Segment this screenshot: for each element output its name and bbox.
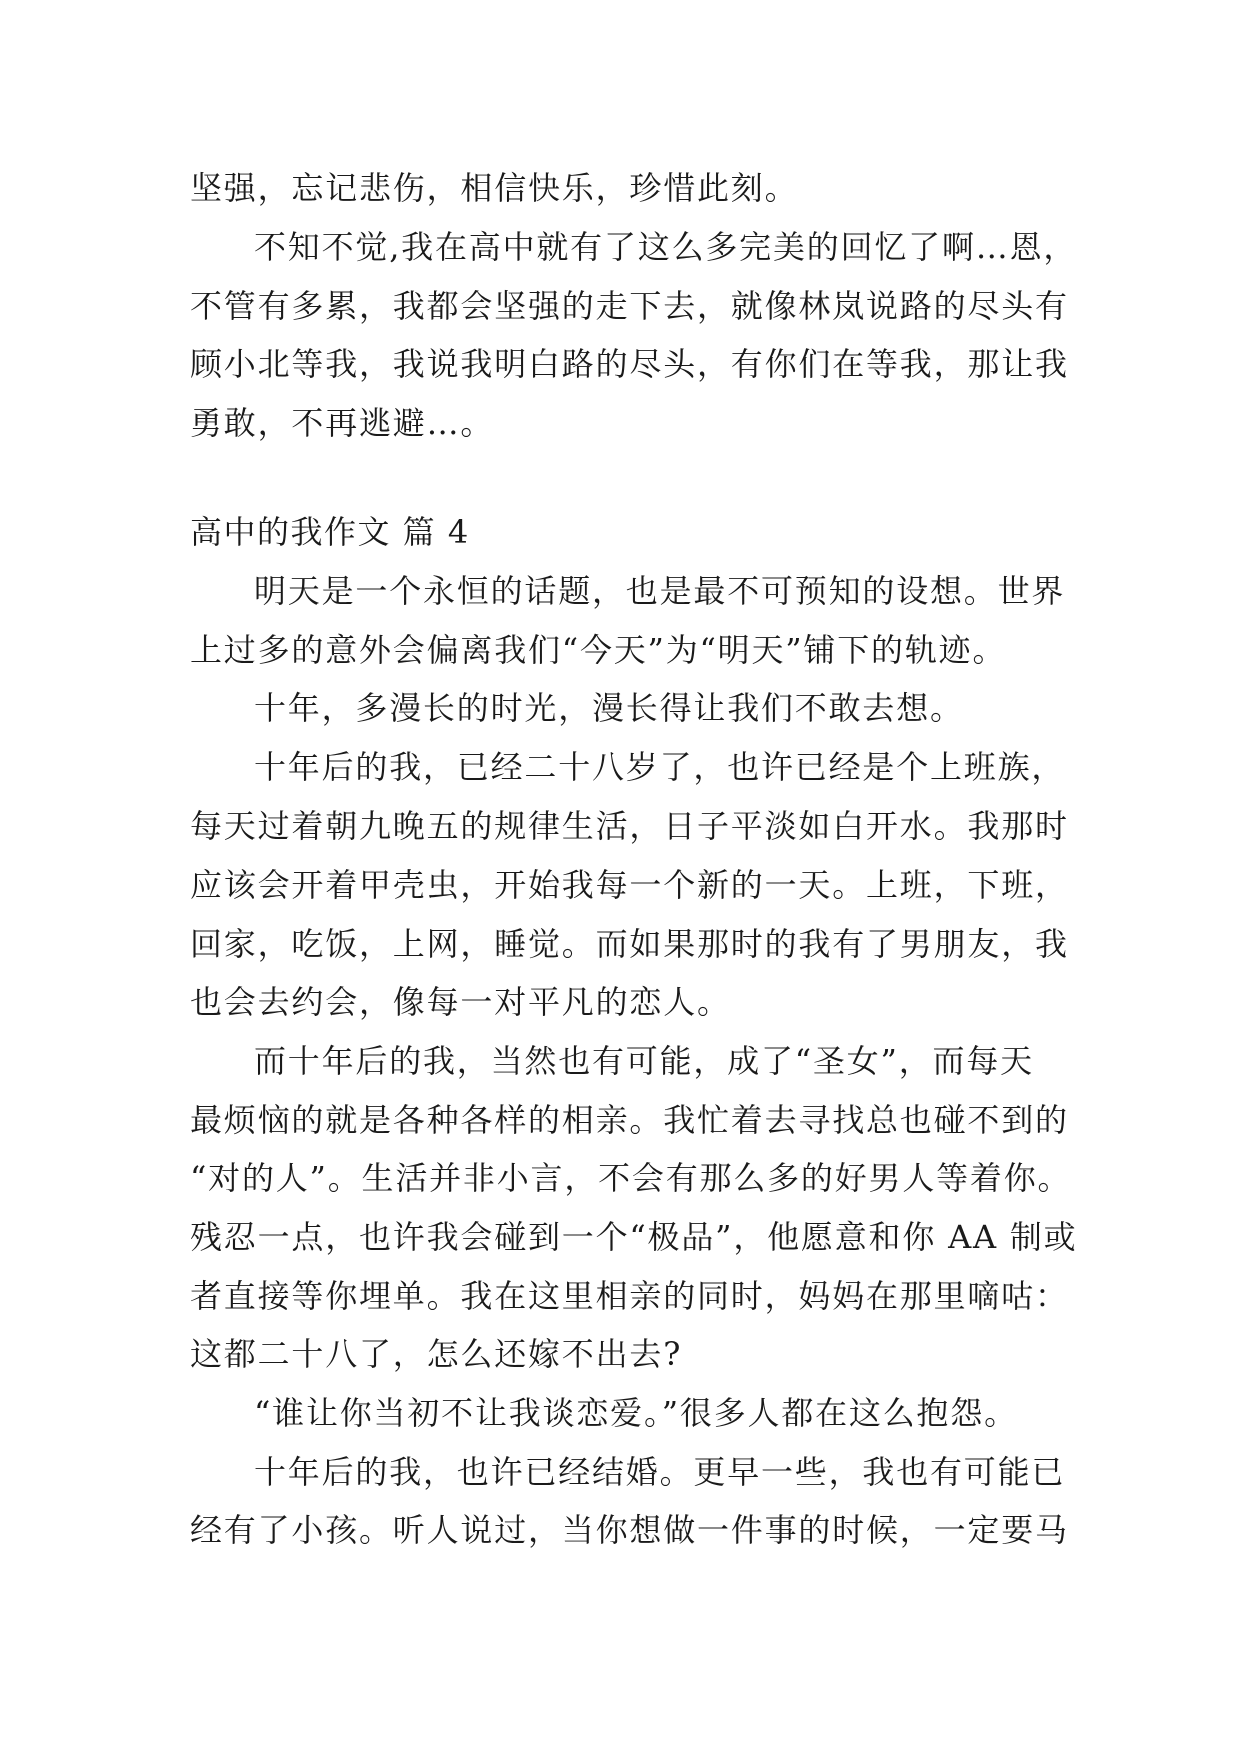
paragraph-first-line: 十年后的我，也许已经结婚。更早一些，我也有可能已 bbox=[254, 1453, 1066, 1491]
text-line: 上过多的意外会偏离我们“今天”为“明天”铺下的轨迹。 bbox=[190, 631, 1007, 669]
text-line: 应该会开着甲壳虫，开始我每一个新的一天。上班，下班， bbox=[190, 866, 1069, 904]
paragraph-first-line: “谁让你当初不让我谈恋爱。”很多人都在这么抱怨。 bbox=[254, 1394, 1018, 1432]
paragraph-first-line: 十年，多漫长的时光，漫长得让我们不敢去想。 bbox=[254, 689, 964, 727]
text-line: 顾小北等我，我说我明白路的尽头，有你们在等我，那让我 bbox=[190, 345, 1069, 383]
text-line: 坚强，忘记悲伤，相信快乐，珍惜此刻。 bbox=[190, 169, 799, 207]
paragraph-first-line: 而十年后的我，当然也有可能，成了“圣女”，而每天 bbox=[254, 1042, 1034, 1080]
text-line: 者直接等你埋单。我在这里相亲的同时，妈妈在那里嘀咕： bbox=[190, 1277, 1069, 1315]
text-line: 经有了小孩。听人说过，当你想做一件事的时候，一定要马 bbox=[190, 1511, 1069, 1549]
paragraph-first-line: 不知不觉,我在高中就有了这么多完美的回忆了啊…恩， bbox=[254, 228, 1078, 266]
text-line: 最烦恼的就是各种各样的相亲。我忙着去寻找总也碰不到的 bbox=[190, 1101, 1069, 1139]
text-line: 不管有多累，我都会坚强的走下去，就像林岚说路的尽头有 bbox=[190, 287, 1069, 325]
section-heading: 高中的我作文 篇 4 bbox=[190, 513, 470, 551]
text-line: 残忍一点，也许我会碰到一个“极品”，他愿意和你 AA 制或 bbox=[190, 1218, 1078, 1256]
text-line: 每天过着朝九晚五的规律生活，日子平淡如白开水。我那时 bbox=[190, 807, 1069, 845]
text-line: 这都二十八了，怎么还嫁不出去? bbox=[190, 1335, 683, 1373]
text-line: 勇敢，不再逃避…。 bbox=[190, 404, 495, 442]
paragraph-first-line: 十年后的我，已经二十八岁了，也许已经是个上班族， bbox=[254, 748, 1066, 786]
text-line: 也会去约会，像每一对平凡的恋人。 bbox=[190, 983, 731, 1021]
text-line: 回家，吃饭，上网，睡觉。而如果那时的我有了男朋友，我 bbox=[190, 925, 1069, 963]
text-line: “对的人”。生活并非小言，不会有那么多的好男人等着你。 bbox=[190, 1159, 1072, 1197]
paragraph-first-line: 明天是一个永恒的话题，也是最不可预知的设想。世界 bbox=[254, 572, 1066, 610]
